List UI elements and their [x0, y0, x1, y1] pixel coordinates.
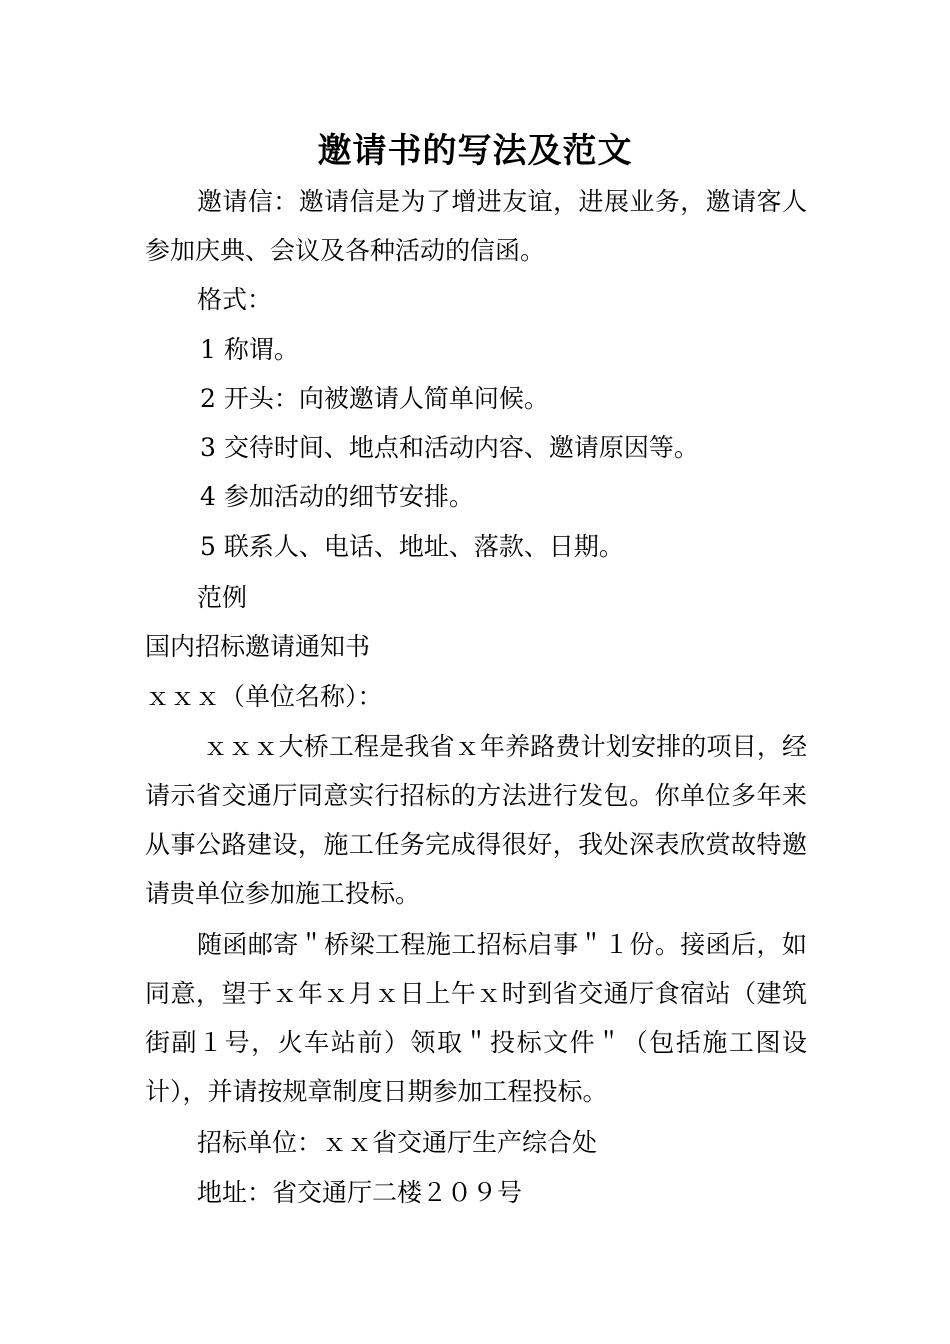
- letter-salutation: ｘｘｘ（单位名称）：: [145, 682, 383, 711]
- format-item: 1 称谓。: [200, 335, 299, 364]
- format-item: 2 开头：向被邀请人简单问候。: [200, 384, 549, 413]
- document-title: 邀请书的写法及范文: [317, 131, 633, 171]
- letter-address: 地址：省交通厅二楼２０９号: [197, 1178, 523, 1207]
- letter-body-paragraph: 随函邮寄＂桥梁工程施工招标启事＂１份。接函后，如同意，望于ｘ年ｘ月ｘ日上午ｘ时到省交通厅食宿站（建筑街副１号，火车站前）领取＂投标文件＂（包括施工图设计），并请按规章制度日期参加工程投标。: [145, 930, 807, 1106]
- format-item: 4 参加活动的细节安排。: [200, 482, 474, 511]
- format-heading: 格式：: [197, 285, 273, 314]
- intro-paragraph: 邀请信：邀请信是为了增进友谊，进展业务，邀请客人参加庆典、会议及各种活动的信函。: [145, 187, 807, 265]
- letter-issuer: 招标单位：ｘｘ省交通厅生产综合处: [197, 1128, 598, 1157]
- letter-body-paragraph: ｘｘｘ大桥工程是我省ｘ年养路费计划安排的项目，经请示省交通厅同意实行招标的方法进行发包。你单位多年来从事公路建设，施工任务完成得很好，我处深表欣赏故特邀请贵单位参加施工投标。: [145, 732, 807, 908]
- example-heading: 范例: [197, 583, 248, 612]
- format-item: 3 交待时间、地点和活动内容、邀请原因等。: [200, 433, 699, 462]
- letter-title: 国内招标邀请通知书: [145, 632, 371, 661]
- format-item: 5 联系人、电话、地址、落款、日期。: [200, 532, 624, 561]
